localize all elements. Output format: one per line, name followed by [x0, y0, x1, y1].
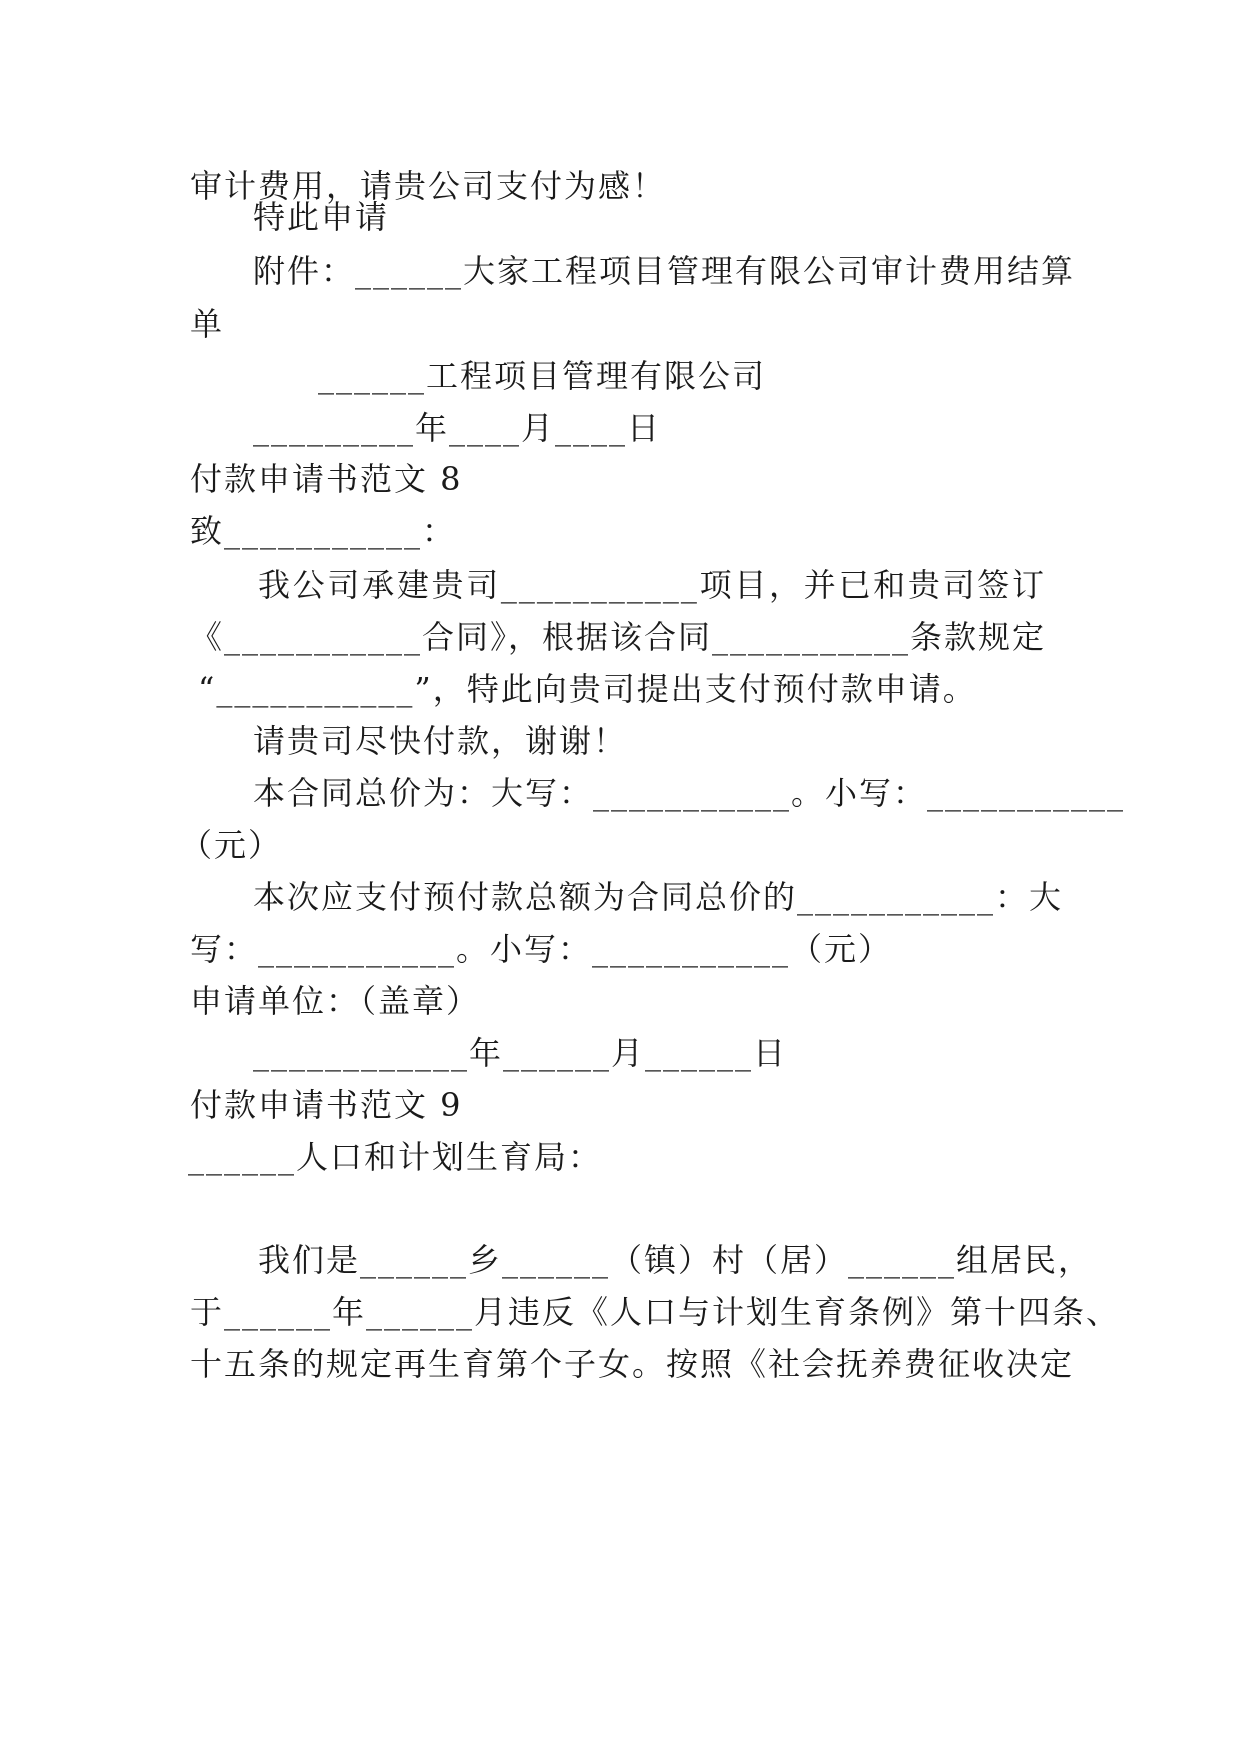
- text-line: 我们是______乡______（镇）村（居）______组居民，: [258, 1241, 1093, 1279]
- date-line: ____________年______月______日: [253, 1034, 788, 1072]
- text-line: ______工程项目管理有限公司: [318, 357, 767, 395]
- text-line: 附件：______大家工程项目管理有限公司审计费用结算: [253, 252, 1076, 290]
- text-line: “___________”，特此向贵司提出支付预付款申请。: [198, 670, 977, 708]
- section-heading: 付款申请书范文 9: [190, 1086, 463, 1124]
- text-line: 我公司承建贵司___________项目，并已和贵司签订: [258, 566, 1046, 604]
- text-line: （元）: [180, 826, 283, 864]
- section-heading: 付款申请书范文 8: [190, 460, 463, 498]
- text-line: 写：___________。小写：___________（元）: [190, 930, 893, 968]
- text-line: 于______年______月违反《人口与计划生育条例》第十四条、: [190, 1293, 1121, 1331]
- text-line: 致___________：: [190, 512, 457, 550]
- text-line: 特此申请: [253, 198, 390, 236]
- text-line: 《___________合同》，根据该合同___________条款规定: [190, 618, 1047, 656]
- text-line: 请贵司尽快付款，谢谢！: [253, 722, 628, 760]
- date-line: _________年____月____日: [253, 409, 662, 447]
- text-line: 十五条的规定再生育第个子女。按照《社会抚养费征收决定: [190, 1345, 1075, 1383]
- text-line: 单: [190, 305, 225, 343]
- text-line: 申请单位：（盖章）: [190, 982, 481, 1020]
- text-line: 本次应支付预付款总额为合同总价的___________：大: [253, 878, 1064, 916]
- text-line: 本合同总价为：大写：___________。小写：___________: [253, 774, 1126, 812]
- text-line: 审计费用，请贵公司支付为感！: [190, 167, 667, 205]
- text-line: ______人口和计划生育局：: [188, 1138, 603, 1176]
